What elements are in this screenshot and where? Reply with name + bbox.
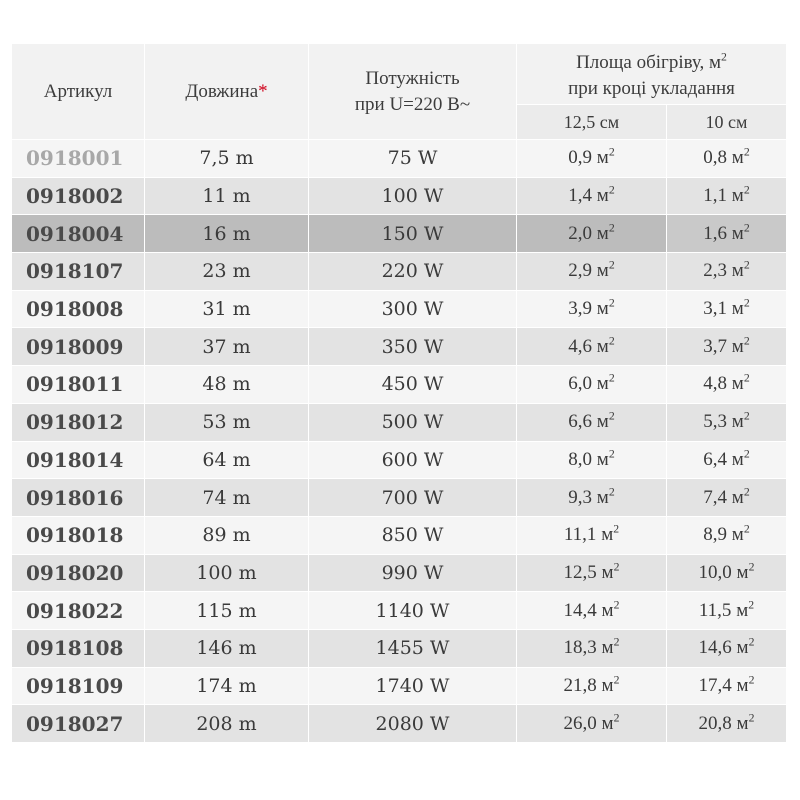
cell-area-step1-value: 14,4 [563,599,597,621]
cell-area-step2 [667,252,787,290]
header-power-line1: Потужність [365,67,460,89]
cell-power-value: 850 W [381,524,444,547]
cell-length [145,591,309,629]
cell-article [12,365,145,403]
area-unit-sup: 2 [748,673,755,687]
area-unit-sup: 2 [743,259,750,273]
cell-area-step2 [667,591,787,629]
cell-area-step2 [667,139,787,177]
area-unit-sup: 2 [608,221,615,235]
cell-article [12,252,145,290]
area-unit-sup: 2 [748,711,755,725]
area-unit-sup: 2 [743,221,750,235]
cell-power [309,139,517,177]
cell-length [145,441,309,479]
cell-area-step2-value: 17,4 [698,674,732,696]
cell-area-step2-value: 14,6 [698,637,732,659]
cell-area-step2 [667,327,787,365]
cell-article [12,667,145,705]
area-unit: м [731,411,744,433]
cell-area-step1-value: 2,0 [568,222,593,244]
area-unit: м [596,260,609,282]
area-unit-sup: 2 [743,334,750,348]
area-unit: м [601,674,614,696]
area-unit-sup: 2 [748,635,755,649]
cell-article-value: 0918108 [26,636,124,661]
cell-power-value: 600 W [381,448,444,471]
cell-length-value: 174 m [196,674,257,697]
area-unit: м [596,335,609,357]
cell-length-value: 115 m [196,599,257,622]
area-unit-sup: 2 [608,372,615,386]
cell-area-step1-value: 3,9 [568,298,593,320]
cell-power-value: 1740 W [375,674,450,697]
cell-area-step1 [517,177,667,215]
cell-area-step1-value: 1,4 [568,185,593,207]
cell-area-step1 [517,139,667,177]
cell-article-value: 0918016 [26,485,124,510]
table-row [12,177,787,215]
cell-article-value: 0918011 [26,372,124,397]
area-unit-sup: 2 [608,334,615,348]
area-unit-sup: 2 [743,146,750,160]
cell-power-value: 350 W [381,335,444,358]
area-unit-sup: 2 [613,673,620,687]
header-power-line2: при U=220 В~ [354,93,471,115]
header-area [517,44,787,104]
cell-power-value: 2080 W [375,712,450,735]
cell-article-value: 0918001 [26,146,124,171]
cell-area-step2 [667,403,787,441]
area-unit: м [731,147,744,169]
cell-length-value: 48 m [202,373,251,396]
cell-power [309,591,517,629]
cell-area-step2 [667,441,787,479]
cell-length [145,478,309,516]
table-header [12,44,787,139]
area-unit-sup: 2 [748,560,755,574]
cell-length-value: 64 m [202,448,251,471]
cell-article [12,327,145,365]
cell-length-value: 89 m [202,524,251,547]
header-area-line1: Площа обігріву, м [576,51,722,73]
area-unit: м [731,260,744,282]
area-unit: м [736,674,749,696]
cell-area-step2-value: 1,1 [703,185,728,207]
header-step-1: 12,5 см [517,104,667,139]
cell-power-value: 300 W [381,298,444,321]
cell-power [309,441,517,479]
cell-article [12,441,145,479]
cell-area-step1 [517,252,667,290]
table-row [12,516,787,554]
cell-length [145,177,309,215]
cell-article [12,403,145,441]
cell-area-step1-value: 2,9 [568,260,593,282]
cell-article-value: 0918002 [26,184,124,209]
cell-length-value: 100 m [196,561,257,584]
cell-power [309,403,517,441]
cell-article-value: 0918014 [26,447,124,472]
area-unit-sup: 2 [608,409,615,423]
cell-length-value: 74 m [202,486,251,509]
cell-area-step1 [517,667,667,705]
cell-length [145,214,309,252]
cell-area-step1 [517,516,667,554]
area-unit: м [731,448,744,470]
cell-area-step2-value: 1,6 [703,222,728,244]
area-unit-sup: 2 [613,711,620,725]
cell-length [145,554,309,592]
cell-length-value: 11 m [202,185,251,208]
area-unit: м [736,599,749,621]
area-unit: м [731,222,744,244]
area-unit: м [731,298,744,320]
cell-power-value: 500 W [381,411,444,434]
cell-area-step2-value: 7,4 [703,486,728,508]
cell-area-step2 [667,478,787,516]
cell-article [12,290,145,328]
cell-area-step1 [517,441,667,479]
cell-article [12,214,145,252]
cell-area-step2-value: 6,4 [703,448,728,470]
cell-article-value: 0918022 [26,598,124,623]
cell-power-value: 1140 W [375,599,450,622]
cell-area-step2-value: 5,3 [703,411,728,433]
area-unit-sup: 2 [608,447,615,461]
header-area-line2: при кроці укладання [568,77,735,99]
cell-area-step1 [517,591,667,629]
area-unit: м [731,335,744,357]
cell-article [12,177,145,215]
area-unit: м [731,486,744,508]
area-unit: м [596,222,609,244]
table-row [12,327,787,365]
cell-area-step1 [517,403,667,441]
cell-article [12,516,145,554]
cell-article-value: 0918107 [26,259,124,284]
cell-power-value: 150 W [381,222,444,245]
cell-length-value: 146 m [196,637,257,660]
area-unit: м [601,524,614,546]
cell-length-value: 37 m [202,335,251,358]
area-unit-sup: 2 [608,146,615,160]
area-unit: м [601,599,614,621]
cell-power [309,327,517,365]
table-row [12,478,787,516]
cell-area-step2-value: 3,7 [703,335,728,357]
cell-length-value: 208 m [196,712,257,735]
cell-area-step2-value: 11,5 [698,599,732,621]
table-row [12,139,787,177]
cell-area-step1-value: 11,1 [563,524,597,546]
cell-length-value: 31 m [202,298,251,321]
cell-length [145,365,309,403]
cell-area-step2-value: 8,9 [703,524,728,546]
cell-area-step1 [517,365,667,403]
required-mark: * [258,80,268,102]
cell-article [12,554,145,592]
area-unit-sup: 2 [608,296,615,310]
area-unit: м [601,712,614,734]
area-unit: м [601,561,614,583]
table-row [12,591,787,629]
cell-area-step2-value: 0,8 [703,147,728,169]
area-unit-sup: 2 [743,522,750,536]
cell-area-step1-value: 6,0 [568,373,593,395]
cell-power [309,667,517,705]
cell-area-step1 [517,629,667,667]
cell-power-value: 1455 W [375,637,450,660]
cell-article [12,139,145,177]
cell-length [145,252,309,290]
product-table-container [0,44,800,742]
cell-length [145,516,309,554]
cell-power [309,177,517,215]
table-row [12,252,787,290]
cell-power [309,704,517,742]
cell-area-step1 [517,478,667,516]
area-unit-sup: 2 [608,259,615,273]
cell-length-value: 23 m [202,260,251,283]
cell-area-step2-value: 10,0 [698,561,732,583]
cell-area-step1 [517,704,667,742]
header-length [145,44,309,139]
header-area-sup: 2 [721,50,727,64]
area-unit: м [596,147,609,169]
cell-length [145,629,309,667]
area-unit-sup: 2 [743,447,750,461]
cell-area-step1 [517,214,667,252]
cell-article-value: 0918012 [26,410,124,435]
table-row [12,214,787,252]
cell-area-step2 [667,667,787,705]
table-row [12,365,787,403]
area-unit-sup: 2 [613,635,620,649]
cell-area-step1-value: 0,9 [568,147,593,169]
cell-area-step1-value: 26,0 [563,712,597,734]
cell-power-value: 450 W [381,373,444,396]
cell-area-step1 [517,327,667,365]
table-body [12,139,787,742]
cell-power [309,365,517,403]
area-unit: м [596,486,609,508]
cell-area-step2 [667,629,787,667]
cell-power [309,290,517,328]
area-unit: м [731,185,744,207]
area-unit: м [731,524,744,546]
cell-area-step1-value: 18,3 [563,637,597,659]
cell-area-step2 [667,516,787,554]
cell-article-value: 0918008 [26,297,124,322]
cell-area-step2 [667,365,787,403]
cell-area-step1-value: 12,5 [563,561,597,583]
product-table [12,44,787,742]
cell-power-value: 220 W [381,260,444,283]
area-unit-sup: 2 [743,372,750,386]
cell-area-step2 [667,177,787,215]
cell-length [145,667,309,705]
cell-area-step2 [667,704,787,742]
table-row [12,667,787,705]
area-unit: м [596,448,609,470]
area-unit-sup: 2 [613,522,620,536]
cell-article-value: 0918018 [26,523,124,548]
area-unit-sup: 2 [613,560,620,574]
area-unit: м [596,298,609,320]
cell-article-value: 0918009 [26,334,124,359]
cell-article-value: 0918109 [26,673,124,698]
area-unit-sup: 2 [613,598,620,612]
cell-power-value: 100 W [381,185,444,208]
cell-power [309,629,517,667]
area-unit-sup: 2 [743,409,750,423]
cell-area-step2-value: 20,8 [698,712,732,734]
header-step-2: 10 см [667,104,787,139]
table-row [12,704,787,742]
area-unit: м [596,411,609,433]
cell-area-step1-value: 6,6 [568,411,593,433]
table-row [12,441,787,479]
cell-article [12,591,145,629]
cell-length [145,290,309,328]
cell-article-value: 0918027 [26,711,124,736]
cell-length-value: 16 m [202,222,251,245]
cell-length-value: 7,5 m [199,147,254,170]
cell-length [145,139,309,177]
cell-length [145,327,309,365]
table-row [12,629,787,667]
area-unit: м [596,185,609,207]
area-unit: м [736,561,749,583]
cell-area-step1-value: 8,0 [568,448,593,470]
cell-article [12,478,145,516]
table-row [12,554,787,592]
cell-power-value: 75 W [387,147,438,170]
cell-power [309,252,517,290]
cell-area-step2 [667,554,787,592]
cell-power-value: 700 W [381,486,444,509]
area-unit: м [596,373,609,395]
cell-area-step1-value: 21,8 [563,674,597,696]
table-row [12,290,787,328]
cell-length [145,403,309,441]
cell-power-value: 990 W [381,561,444,584]
cell-area-step2-value: 2,3 [703,260,728,282]
area-unit: м [736,712,749,734]
cell-area-step2 [667,214,787,252]
area-unit-sup: 2 [608,183,615,197]
cell-area-step1 [517,554,667,592]
cell-length [145,704,309,742]
area-unit-sup: 2 [743,183,750,197]
cell-area-step2 [667,290,787,328]
cell-article [12,629,145,667]
cell-power [309,214,517,252]
area-unit-sup: 2 [748,598,755,612]
cell-length-value: 53 m [202,411,251,434]
cell-area-step1 [517,290,667,328]
area-unit: м [601,637,614,659]
header-article-label: Артикул [43,80,113,102]
header-power [309,44,517,139]
cell-power [309,516,517,554]
cell-area-step1-value: 4,6 [568,335,593,357]
table-row [12,403,787,441]
cell-article-value: 0918020 [26,560,124,585]
cell-area-step1-value: 9,3 [568,486,593,508]
cell-article-value: 0918004 [26,221,124,246]
cell-power [309,478,517,516]
header-article [12,44,145,139]
cell-power [309,554,517,592]
area-unit-sup: 2 [608,485,615,499]
header-length-label: Довжина [185,80,259,102]
area-unit-sup: 2 [743,485,750,499]
area-unit: м [736,637,749,659]
cell-area-step2-value: 3,1 [703,298,728,320]
area-unit: м [731,373,744,395]
area-unit-sup: 2 [743,296,750,310]
cell-article [12,704,145,742]
cell-area-step2-value: 4,8 [703,373,728,395]
